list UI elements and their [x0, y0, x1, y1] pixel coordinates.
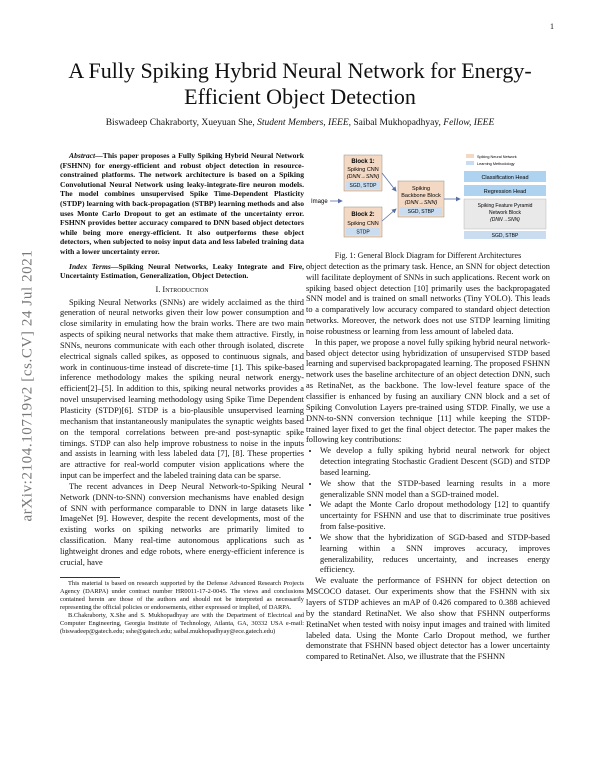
contribution-item: • We show that the hybridization of SGD-based and STDP-based learning within a SNN improves accuracy, improves generalizability, reduces uncertainty, and increases energy efficiency. [320, 533, 550, 576]
page-number: 1 [550, 22, 554, 31]
arrow-block1-backbone [382, 173, 396, 191]
arxiv-sidebar [16, 170, 40, 600]
footnote-affiliation: B.Chakraborty, X.She and S. Mukhopadhyay are with the Department of Electrical and Computer Engineering, Georgia Institute of Technology, Atlanta, GA, 30332 USA e-mail:(biswadeep@gatech.edu; sshe@gatech.edu; saibal.mukhopadhyay@ece.gatech.edu) [60, 611, 304, 635]
block-diagram [306, 151, 550, 247]
footnote [60, 580, 304, 636]
block-1-sub: SGD, STDP [349, 183, 377, 189]
backbone-sub: SGD, STBP [407, 209, 435, 215]
footnote-funding: This material is based on research supported by the Defense Advanced Research Projects Agency (DARPA) under contract number HR0011-17-2-0045. The views and conclusions contained herein are those of the authors and should not be interpreted as necessarily representing the official policies or endorsements, either expressed or implied, of DARPA. [60, 579, 304, 611]
pyramid-line1: Spiking Feature Pyramid [477, 203, 533, 209]
legend-item-learning: Learning Methodology [477, 162, 515, 166]
right-column [306, 151, 550, 663]
block-2-line1: Spiking CNN [347, 221, 379, 227]
author-names: Biswadeep Chakraborty, Xueyuan She, [105, 118, 255, 128]
index-terms [60, 262, 304, 281]
author-line [50, 118, 550, 128]
author-role: Student Members, IEEE, [257, 118, 351, 128]
pyramid-line3: (DNN→SNN) [490, 217, 520, 223]
legend-item-snn: Spiking Neural Network [477, 155, 517, 159]
legend-swatch-snn [466, 154, 474, 158]
backbone-line3: (DNN→SNN) [404, 200, 438, 206]
block-2-sub: STDP [356, 229, 370, 236]
index-terms-lead: Index Terms [69, 261, 111, 271]
contribution-item: • We show that the STDP-based learning results in a more generalizable SNN model than a SGD-trained model. [320, 479, 550, 501]
arrow-block2-backbone [382, 209, 396, 221]
input-label: Image [311, 199, 328, 205]
left-column [60, 151, 304, 636]
block-diagram-svg [306, 151, 550, 247]
contributions-list [306, 446, 550, 576]
intro-paragraph-2: The recent advances in Deep Neural Network-to-Spiking Neural Network (DNN-to-SNN) conversion mechanisms have enabled design of SNN with performance comparable to DNN in large datasets like ImageNet [9]. However, despite the recent developments, most of the existing works on spiking networks are primarily limited to classification. Many real-time autonomous applications such as lightweight drones and edge robots, where energy-efficient inference is crucial, have [60, 481, 304, 567]
block-1-line2: (DNN→SNN) [346, 174, 380, 180]
right-paragraph-1: In this paper, we propose a novel fully spiking hybrid neural network-based object detector using hybridization of unsupervised STDP based learning and supervised backpropagated learning. The proposed FSHNN network uses the baseline architecture of an object detection DNN, such as RetinaNet, as the backbone. The low-level feature space of the classifier is enhanced by fusing an auxiliary CNN block and a set of Spiking Convolution Layers pre-trained using STDP. Finally, we use a DNN-to-SNN conversion technique [11] while keeping the STDP-trained layer fixed to get the final object detector. The paper makes the following key contributions: [306, 337, 550, 445]
paper-title: A Fully Spiking Hybrid Neural Network for Energy-Efficient Object Detection [68, 58, 532, 109]
intro-paragraph-1: Spiking Neural Networks (SNNs) are widely acclaimed as the third generation of neural networks given their low power consumption and close similarity in emulating how the brain works. There are two main aspects of spiking neural networks that make them attractive. Firstly, in SNNs, neurons communicate with each other through isolated, discrete electrical signals called spikes, as opposed to continuous signals, and work in continuous-time instead of discrete-time [1]. This spike-based inference methodology makes the spiking neural network energy-efficient[2]–[5]. In addition to this, spiking neural networks provides a novel unsupervised learning methodology using Spike Time Dependent Plasticity (STDP)[6]. STDP is a bio-plausible unsupervised learning mechanism that instantaneously manipulates the synaptic weights based on the temporal correlations between pre-and post-synaptic spike timings. STDP can also help improve robustness to noise in the inputs and assists in learning with less labeled data [7], [8]. These properties are attractive for real-world computer vision applications where the input can be imperfect and the labeled training data can be sparse. [60, 297, 304, 481]
figure-caption: Fig. 1: General Block Diagram for Different Architectures [334, 251, 522, 260]
author-names-2: Saibal Mukhopadhyay, [353, 118, 441, 128]
section-heading: I. Introduction [155, 284, 209, 294]
pyramid-line2: Network Block [489, 210, 521, 216]
classification-head: Classification Head [481, 175, 529, 181]
right-paragraph-2: We evaluate the performance of FSHNN for object detection on MSCOCO dataset. Our experiments show that the FSHNN with six layers of STDP achieves an mAP of 0.426 compared to 0.388 achieved by the standard RetinaNet. We also show that FSHNN outperforms RetinaNet when tested with noisy input images and trained with limited labeled data. Using the Monte Carlo Dropout method, we further demonstrate that FSHNN based object detector has a lower uncertainty compared to RetinaNet. Also, we illustrate that the FSHNN [306, 576, 550, 662]
index-terms-text: —Spiking Neural Networks, Leaky Integrate and Fire, Uncertainty Estimation, Generalization, Object Detection. [60, 261, 304, 281]
regression-head: Regression Head [483, 189, 527, 195]
abstract-text: —This paper proposes a Fully Spiking Hybrid Neural Network (FSHNN) for energy-efficient and robust object detection in resource-constrained platforms. The network architecture is based on a Spiking Convolutional Neural Network using leaky-integrate-fire neuron models. The model combines unsupervised Spike Time-Dependent Plasticity (STDP) learning with back-propagation (STBP) learning methods and also uses Monte Carlo Dropout to get an estimate of the uncertainty error. FSHNN provides better accuracy compared to DNN based object detectors while being more energy-efficient. It also outperforms these object detectors, when subjected to noisy input data and less labeled training data with a lower uncertainty error. [60, 151, 304, 256]
backbone-line2: Backbone Block [401, 193, 441, 199]
legend-swatch-learning [466, 161, 474, 165]
arxiv-id[interactable]: arXiv:2104.10719v2 [cs.CV] 24 Jul 2021 [19, 249, 36, 521]
right-paragraph-0: object detection as the primary task. Hence, an SNN for object detection will facilitate deployment of SNNs in such applications. Recent work on spiking based object detection [10] primarily uses the backpropagated SNN model and is trained on small networks (Tiny YOLO). This leads to a comparatively low accuracy compared to standard object detection networks. Moreover, the network does not use STDP learning limiting noise robustness or learning from less amount of labeled data. [306, 261, 550, 336]
author-role-2: Fellow, IEEE [443, 118, 495, 128]
contribution-item: • We develop a fully spiking hybrid neural network for object detection integrating Stochastic Gradient Descent (SGD) and STDP based learning. [320, 446, 550, 479]
block-1-title: Block 1: [351, 159, 375, 165]
block-1-line1: Spiking CNN [347, 167, 379, 173]
contribution-item: • We adapt the Monte Carlo dropout methodology [12] to quantify uncertainty for FSHNN and use that to discriminate true positives from false-positive. [320, 500, 550, 533]
backbone-line1: Spiking [411, 186, 431, 192]
block-2-title: Block 2: [351, 212, 375, 218]
abstract-lead: Abstract [69, 151, 96, 160]
footnote-divider [60, 577, 120, 578]
abstract [60, 151, 304, 257]
pyramid-sub: SGD, STBP [491, 233, 519, 239]
